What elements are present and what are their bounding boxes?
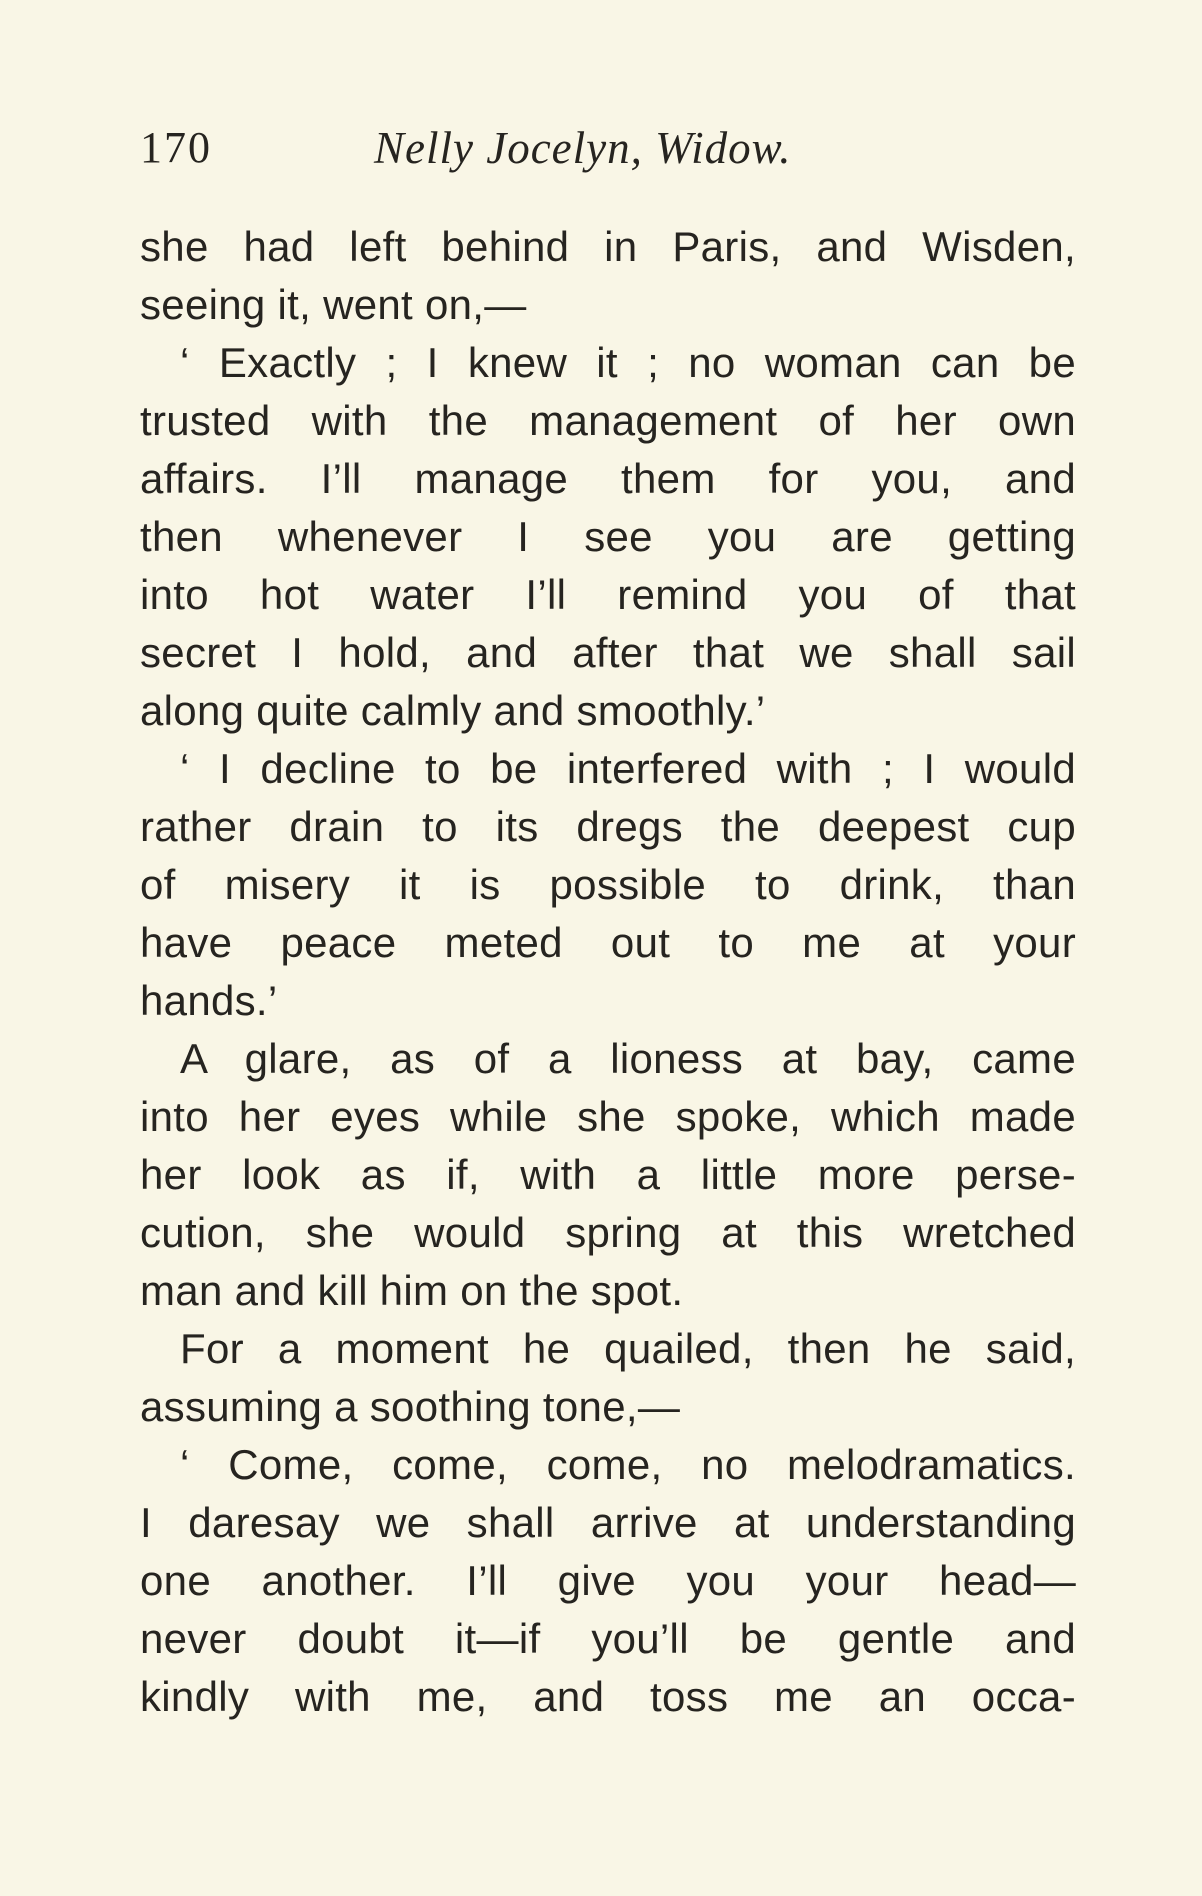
- text-line: cution, she would spring at this wretched: [140, 1209, 1076, 1256]
- text-line: along quite calmly and smoothly.’: [140, 687, 766, 734]
- text-line: A glare, as of a lioness at bay, came: [180, 1035, 1076, 1082]
- text-line: kindly with me, and toss me an occa-: [140, 1673, 1076, 1720]
- running-title: Nelly Jocelyn, Widow.: [374, 123, 792, 173]
- text-line: ‘ Come, come, come, no melodramatics.: [180, 1441, 1076, 1488]
- running-head: [140, 118, 1080, 178]
- text-line: hands.’: [140, 977, 278, 1024]
- text-line: For a moment he quailed, then he said,: [180, 1325, 1076, 1372]
- text-line: then whenever I see you are getting: [140, 513, 1076, 560]
- text-line: she had left behind in Paris, and Wisden,: [140, 223, 1076, 270]
- text-line: ‘ I decline to be interfered with ; I would: [180, 745, 1076, 792]
- text-line: of misery it is possible to drink, than: [140, 861, 1076, 908]
- text-line: ‘ Exactly ; I knew it ; no woman can be: [180, 339, 1076, 386]
- text-line: man and kill him on the spot.: [140, 1267, 684, 1314]
- text-line: I daresay we shall arrive at understanding: [140, 1499, 1076, 1546]
- text-line: her look as if, with a little more perse-: [140, 1151, 1076, 1198]
- text-line: secret I hold, and after that we shall sail: [140, 629, 1076, 676]
- text-line: seeing it, went on,—: [140, 281, 527, 328]
- text-line: never doubt it—if you’ll be gentle and: [140, 1615, 1076, 1662]
- text-line: into her eyes while she spoke, which made: [140, 1093, 1076, 1140]
- text-line: into hot water I’ll remind you of that: [140, 571, 1076, 618]
- text-line: one another. I’ll give you your head—: [140, 1557, 1076, 1604]
- page-number: 170: [140, 123, 212, 172]
- text-line: assuming a soothing tone,—: [140, 1383, 681, 1430]
- text-line: affairs. I’ll manage them for you, and: [140, 455, 1076, 502]
- text-line: trusted with the management of her own: [140, 397, 1076, 444]
- text-line: rather drain to its dregs the deepest cup: [140, 803, 1076, 850]
- text-line: have peace meted out to me at your: [140, 919, 1076, 966]
- body-text: [140, 218, 1076, 1726]
